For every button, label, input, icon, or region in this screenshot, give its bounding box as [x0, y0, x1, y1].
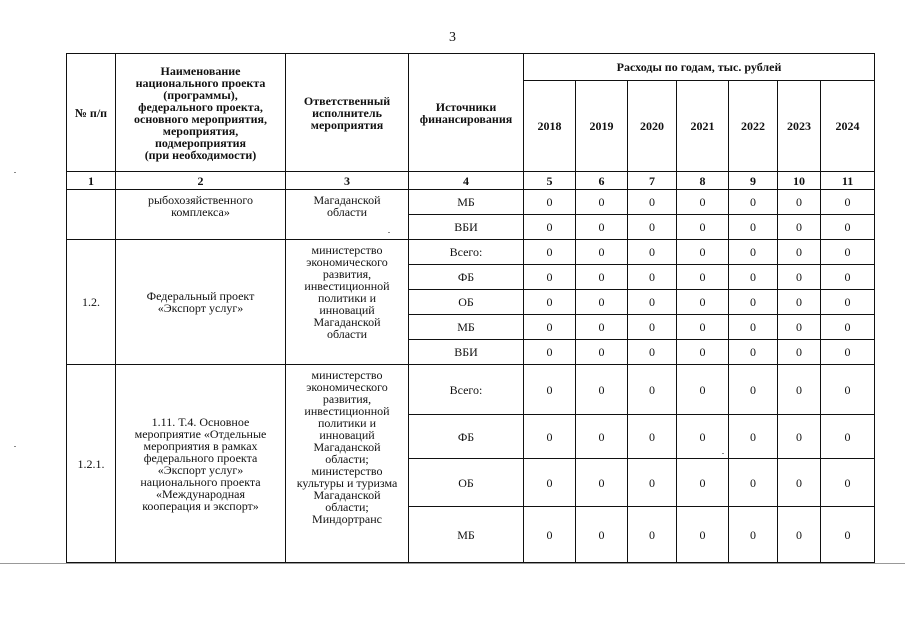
expense-value: 0	[729, 415, 778, 459]
expense-value: 0	[628, 240, 677, 265]
expense-value: 0	[677, 240, 729, 265]
expense-value: 0	[524, 365, 576, 415]
expense-value: 0	[778, 240, 821, 265]
expense-value: 0	[628, 459, 677, 507]
text-line: мероприятие «Отдельные	[134, 426, 267, 441]
row-number	[67, 190, 116, 240]
text-line: культуры и туризма	[296, 476, 398, 490]
text-line: Магаданской	[313, 315, 381, 329]
header-col-expenses: Расходы по годам, тыс. рублей	[524, 54, 875, 81]
expense-value: 0	[677, 190, 729, 215]
expense-value: 0	[729, 365, 778, 415]
expense-value: 0	[729, 507, 778, 563]
expense-value: 0	[677, 415, 729, 459]
table-row	[67, 190, 875, 215]
text-line: (при необходимости)	[144, 147, 257, 162]
header-year: 2020	[628, 81, 677, 172]
expense-value: 0	[628, 507, 677, 563]
table-row	[67, 365, 875, 415]
expense-value: 0	[524, 415, 576, 459]
column-number: 4	[409, 172, 524, 190]
expense-value: 0	[576, 507, 628, 563]
expense-value: 0	[628, 415, 677, 459]
expense-value: 0	[677, 340, 729, 365]
expense-value: 0	[821, 340, 875, 365]
expense-value: 0	[524, 507, 576, 563]
expense-value: 0	[524, 290, 576, 315]
expense-value: 0	[524, 215, 576, 240]
header-year: 2018	[524, 81, 576, 172]
column-number: 7	[628, 172, 677, 190]
text-line: мероприятия	[310, 117, 384, 132]
expense-value: 0	[576, 265, 628, 290]
expense-value: 0	[628, 365, 677, 415]
expense-value: 0	[576, 240, 628, 265]
header-year: 2023	[778, 81, 821, 172]
expense-value: 0	[628, 340, 677, 365]
text-line: федерального проекта	[143, 450, 258, 465]
budget-table	[66, 53, 875, 563]
header-col-no: № п/п	[67, 54, 116, 172]
financing-source: МБ	[409, 315, 524, 340]
row-number: 1.2.1.	[67, 365, 116, 563]
text-line: Магаданской	[313, 488, 381, 502]
text-line: исполнитель	[312, 105, 382, 120]
expense-value: 0	[821, 315, 875, 340]
expense-value: 0	[729, 215, 778, 240]
expense-value: 0	[778, 265, 821, 290]
expense-value: 0	[576, 415, 628, 459]
column-number: 5	[524, 172, 576, 190]
expense-value: 0	[778, 290, 821, 315]
text-line: «Международная	[155, 486, 245, 501]
expense-value: 0	[677, 215, 729, 240]
expense-value: 0	[677, 459, 729, 507]
expense-value: 0	[778, 459, 821, 507]
expense-value: 0	[628, 215, 677, 240]
text-line: инноваций	[319, 303, 375, 317]
expense-value: 0	[778, 507, 821, 563]
text-line: подмероприятия	[154, 135, 247, 150]
column-number: 3	[286, 172, 409, 190]
text-line: области	[326, 205, 368, 219]
text-line: «Экспорт услуг»	[157, 301, 244, 315]
expense-value: 0	[524, 459, 576, 507]
scan-speck	[388, 232, 390, 233]
expense-value: 0	[729, 190, 778, 215]
expense-value: 0	[576, 215, 628, 240]
header-col-sources	[409, 54, 524, 172]
expense-value: 0	[821, 507, 875, 563]
text-line: основного мероприятия,	[134, 111, 267, 126]
header-year: 2024	[821, 81, 875, 172]
text-line: национального проекта	[135, 75, 266, 90]
scan-speck	[14, 446, 16, 447]
expense-value: 0	[524, 240, 576, 265]
text-line: области;	[325, 452, 369, 466]
expense-value: 0	[821, 415, 875, 459]
expense-value: 0	[778, 315, 821, 340]
text-line: инвестиционной	[304, 404, 390, 418]
text-line: Источники	[435, 99, 497, 114]
text-line: финансирования	[419, 111, 513, 126]
expense-value: 0	[628, 265, 677, 290]
financing-source: ФБ	[409, 415, 524, 459]
expense-value: 0	[576, 340, 628, 365]
expense-value: 0	[821, 365, 875, 415]
expense-value: 0	[821, 265, 875, 290]
expense-value: 0	[729, 290, 778, 315]
expense-value: 0	[821, 190, 875, 215]
row-name	[116, 190, 286, 240]
row-name	[116, 240, 286, 365]
row-responsible	[286, 365, 409, 563]
expense-value: 0	[677, 365, 729, 415]
expense-value: 0	[576, 459, 628, 507]
expense-value: 0	[677, 315, 729, 340]
expense-value: 0	[821, 459, 875, 507]
text-line: инвестиционной	[304, 279, 390, 293]
expense-value: 0	[778, 190, 821, 215]
expense-value: 0	[778, 415, 821, 459]
header-year: 2022	[729, 81, 778, 172]
expense-value: 0	[628, 290, 677, 315]
text-line: комплекса»	[171, 205, 230, 219]
text-line: области	[326, 327, 368, 341]
text-line: национального проекта	[140, 474, 261, 489]
expense-value: 0	[729, 459, 778, 507]
expense-value: 0	[524, 315, 576, 340]
expense-value: 0	[778, 340, 821, 365]
bottom-rule	[0, 563, 905, 564]
expense-value: 0	[677, 507, 729, 563]
text-line: политики и	[317, 416, 376, 430]
column-number: 11	[821, 172, 875, 190]
expense-value: 0	[576, 190, 628, 215]
financing-source: Всего:	[409, 240, 524, 265]
expense-value: 0	[524, 340, 576, 365]
financing-source: МБ	[409, 190, 524, 215]
text-line: мероприятия,	[162, 123, 239, 138]
expense-value: 0	[677, 265, 729, 290]
text-line: 1.11. Т.4. Основное	[151, 414, 250, 429]
text-line: министерство	[311, 368, 383, 382]
text-line: развития,	[322, 392, 372, 406]
expense-value: 0	[524, 190, 576, 215]
header-year: 2021	[677, 81, 729, 172]
header-col-name	[116, 54, 286, 172]
header-col-name-text	[118, 65, 283, 161]
header-col-responsible	[286, 54, 409, 172]
expense-value: 0	[729, 265, 778, 290]
text-line: Ответственный	[303, 93, 391, 108]
expense-value: 0	[821, 290, 875, 315]
financing-source: ОБ	[409, 459, 524, 507]
text-line: области;	[325, 500, 369, 514]
expense-value: 0	[729, 240, 778, 265]
scan-speck	[14, 172, 16, 173]
text-line: политики и	[317, 291, 376, 305]
expense-value: 0	[576, 290, 628, 315]
financing-source: ВБИ	[409, 340, 524, 365]
text-line: «Экспорт услуг»	[157, 462, 244, 477]
financing-source: ВБИ	[409, 215, 524, 240]
text-line: экономического	[306, 255, 388, 269]
expense-value: 0	[576, 365, 628, 415]
expense-value: 0	[778, 365, 821, 415]
row-number: 1.2.	[67, 240, 116, 365]
row-responsible	[286, 240, 409, 365]
expense-value: 0	[524, 265, 576, 290]
expense-value: 0	[628, 190, 677, 215]
header-col-responsible-text	[288, 95, 406, 131]
column-number: 1	[67, 172, 116, 190]
page-number: 3	[449, 30, 456, 45]
header-year: 2019	[576, 81, 628, 172]
column-number: 6	[576, 172, 628, 190]
column-numbers-row	[67, 172, 875, 190]
scan-speck	[722, 453, 724, 454]
text-line: Миндортранс	[312, 512, 382, 526]
expense-value: 0	[778, 215, 821, 240]
expense-value: 0	[821, 240, 875, 265]
text-line: развития,	[322, 267, 372, 281]
financing-source: МБ	[409, 507, 524, 563]
expense-value: 0	[729, 315, 778, 340]
column-number: 9	[729, 172, 778, 190]
expense-value: 0	[576, 315, 628, 340]
text-line: Магаданской	[313, 440, 381, 454]
expense-value: 0	[677, 290, 729, 315]
text-line: рыбохозяйственного	[147, 193, 254, 207]
row-name	[116, 365, 286, 563]
header-col-sources-text	[411, 101, 521, 125]
expense-value: 0	[628, 315, 677, 340]
text-line: (программы),	[163, 87, 238, 102]
column-number: 10	[778, 172, 821, 190]
text-line: кооперация и экспорт»	[142, 498, 259, 513]
text-line: экономического	[306, 380, 388, 394]
table-row	[67, 240, 875, 265]
text-line: министерство	[311, 464, 383, 478]
expense-value: 0	[729, 340, 778, 365]
expense-value: 0	[821, 215, 875, 240]
text-line: Наименование	[160, 63, 241, 78]
financing-source: Всего:	[409, 365, 524, 415]
column-number: 2	[116, 172, 286, 190]
text-line: федерального проекта,	[138, 99, 263, 114]
row-responsible	[286, 190, 409, 240]
column-number: 8	[677, 172, 729, 190]
text-line: Магаданской	[313, 193, 381, 207]
financing-source: ОБ	[409, 290, 524, 315]
text-line: мероприятия в рамках	[143, 438, 258, 453]
text-line: инноваций	[319, 428, 375, 442]
text-line: министерство	[311, 243, 383, 257]
text-line: Федеральный проект	[146, 289, 255, 303]
financing-source: ФБ	[409, 265, 524, 290]
